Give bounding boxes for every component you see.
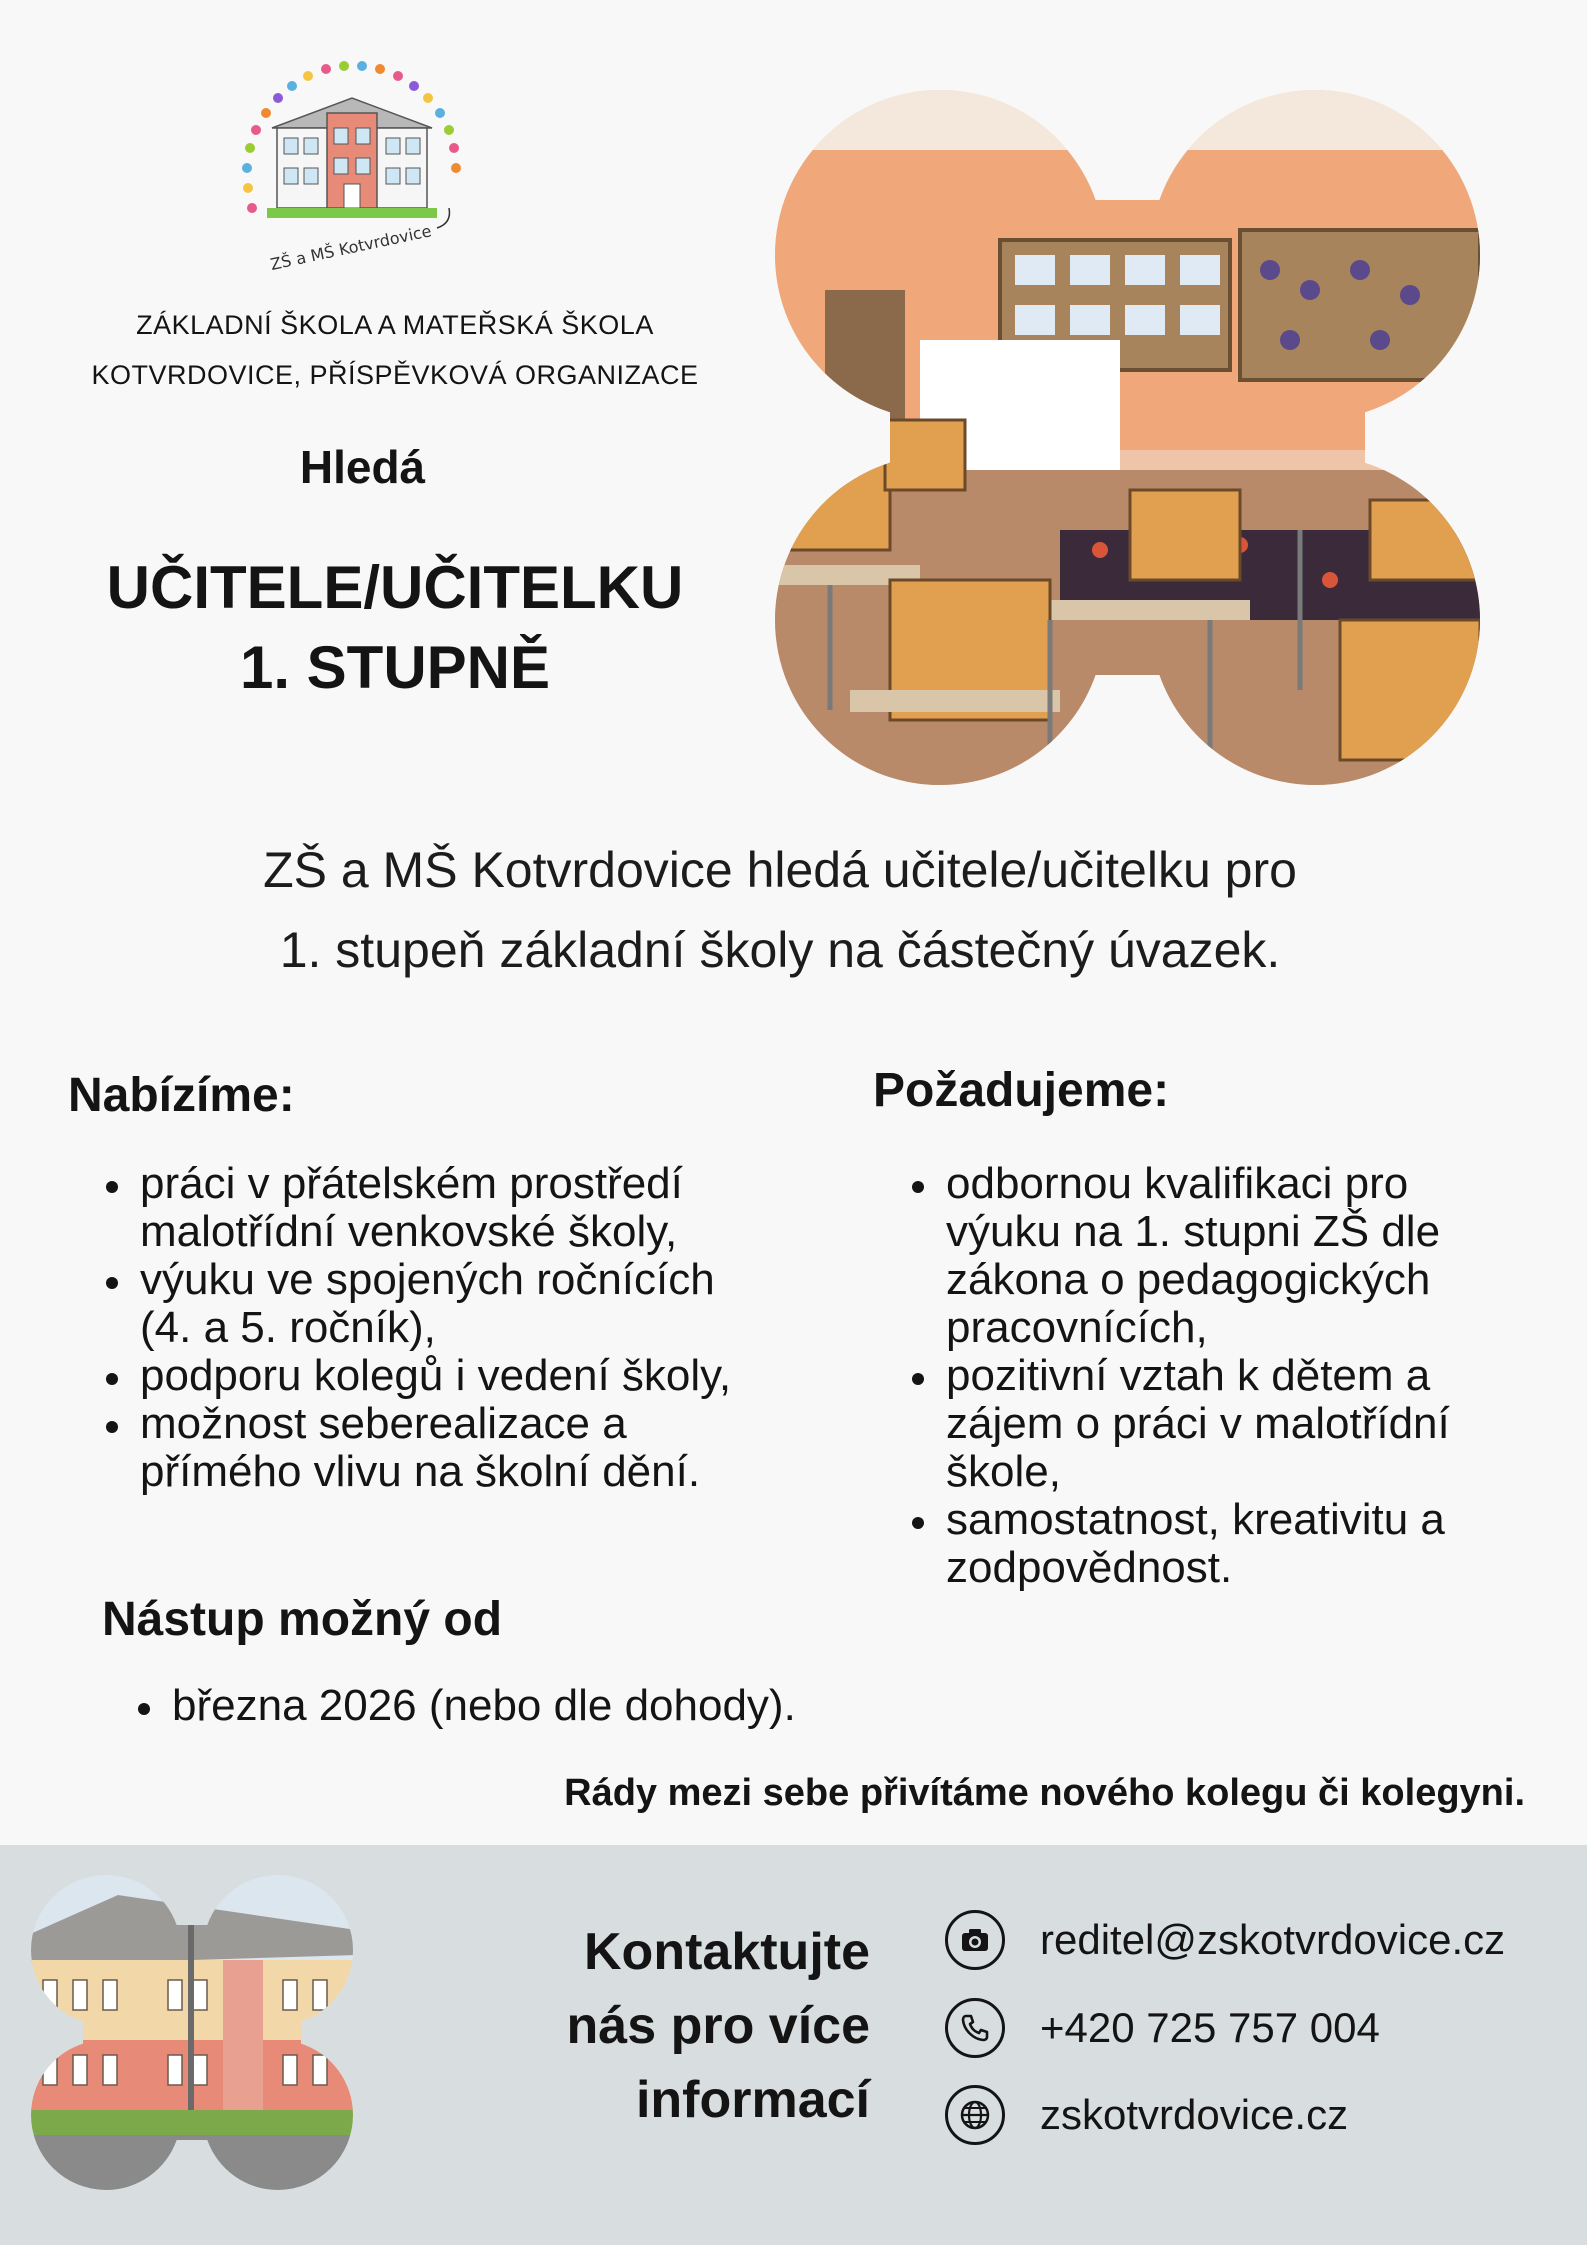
offer-list-item	[100, 1256, 820, 1352]
contact-web[interactable]: zskotvrdovice.cz	[1040, 2091, 1349, 2138]
contact-phone[interactable]: +420 725 757 004	[1040, 2004, 1380, 2051]
requirements-list-item-line: odbornou kvalifikaci pro	[946, 1159, 1409, 1208]
requirements-list-item	[906, 1352, 1546, 1496]
requirements-list-item	[906, 1160, 1546, 1352]
camera-icon	[945, 1910, 1005, 1970]
offer-list-item-line: podporu kolegů i vedení školy,	[140, 1351, 732, 1400]
offer-list-item	[100, 1400, 820, 1496]
offer-title: Nabízíme:	[68, 1069, 295, 1122]
requirements-list-item-line: zákona o pedagogických	[946, 1255, 1431, 1304]
phone-icon	[945, 1998, 1005, 2058]
offer-list-item	[100, 1160, 820, 1256]
start-list-item	[132, 1682, 882, 1730]
intro-line1: ZŠ a MŠ Kotvrdovice hledá učitele/učitelku pro	[263, 842, 1297, 898]
requirements-list-item	[906, 1496, 1546, 1592]
start-list-item-line: března 2026 (nebo dle dohody).	[172, 1681, 796, 1730]
requirements-list-item-line: pracovnících,	[946, 1303, 1208, 1352]
offer-list-item-line: práci v přátelském prostředí	[140, 1159, 683, 1208]
position-title	[40, 548, 750, 708]
requirements-list-item-line: zodpovědnost.	[946, 1543, 1233, 1592]
start-list	[132, 1682, 882, 1730]
offer-list	[100, 1160, 820, 1496]
offer-list-item	[100, 1352, 820, 1400]
contact-cta-line3: informací	[635, 2071, 870, 2129]
requirements-list-item-line: škole,	[946, 1447, 1061, 1496]
contact-cta	[470, 1915, 870, 2137]
position-title-line2: 1. STUPNĚ	[239, 634, 551, 701]
school-name-line1: ZÁKLADNÍ ŠKOLA A MATEŘSKÁ ŠKOLA	[136, 310, 654, 340]
school-logo	[232, 58, 472, 288]
intro-text	[60, 830, 1500, 990]
offer-list-item-line: přímého vlivu na školní dění.	[140, 1447, 701, 1496]
contact-web-row	[945, 2083, 1348, 2147]
globe-icon	[945, 2085, 1005, 2145]
school-building-photo	[28, 1875, 356, 2190]
offer-list-item-line: možnost seberealizace a	[140, 1399, 627, 1448]
headline-verb: Hledá	[299, 441, 426, 493]
svg-text:ZŠ a MŠ Kotvrdovice: ZŠ a MŠ Kotvrdovice	[268, 221, 434, 274]
requirements-list	[906, 1160, 1546, 1592]
requirements-list-item-line: výuku na 1. stupni ZŠ dle	[946, 1207, 1441, 1256]
school-name-line2: KOTVRDOVICE, PŘÍSPĚVKOVÁ ORGANIZACE	[91, 360, 699, 390]
offer-list-item-line: (4. a 5. ročník),	[140, 1303, 436, 1352]
contact-email-row	[945, 1908, 1505, 1972]
offer-list-item-line: malotřídní venkovské školy,	[140, 1207, 678, 1256]
offer-list-item-line: výuku ve spojených ročnících	[140, 1255, 715, 1304]
intro-line2: 1. stupeň základní školy na částečný úvazek.	[279, 922, 1281, 978]
start-title: Nástup možný od	[102, 1593, 503, 1646]
requirements-list-item-line: samostatnost, kreativitu a	[946, 1495, 1445, 1544]
contact-cta-line1: Kontaktujte	[584, 1923, 870, 1981]
position-title-line1: UČITELE/UČITELKU	[106, 554, 684, 621]
contact-email[interactable]: reditel@zskotvrdovice.cz	[1040, 1916, 1506, 1963]
requirements-list-item-line: pozitivní vztah k dětem a	[946, 1351, 1431, 1400]
requirements-list-item-line: zájem o práci v malotřídní	[946, 1399, 1450, 1448]
classroom-photo	[770, 90, 1485, 785]
contact-cta-line2: nás pro více	[566, 1997, 870, 2055]
school-name	[40, 300, 750, 400]
contact-phone-row	[945, 1996, 1380, 2060]
requirements-title: Požadujeme:	[873, 1064, 1170, 1117]
closing-text: Rády mezi sebe přivítáme nového kolegu či kolegyni.	[564, 1772, 1525, 1814]
